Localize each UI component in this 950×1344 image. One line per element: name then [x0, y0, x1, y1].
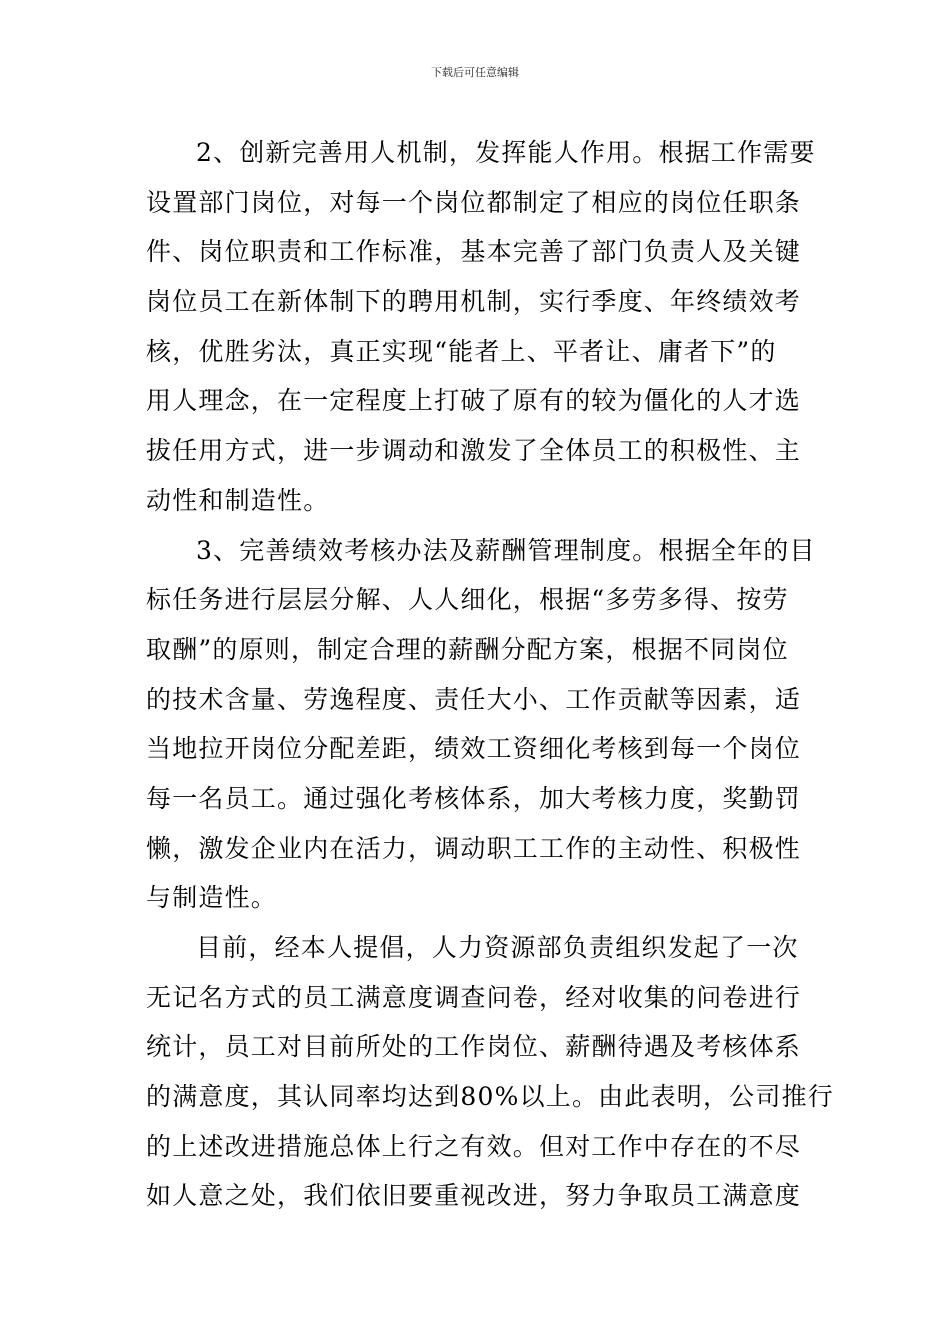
text-line: 目前，经本人提倡，人力资源部负责组织发起了一次 [196, 933, 799, 962]
document-body [146, 128, 834, 1221]
text-line: 每一名员工。通过强化考核体系，加大考核力度，奖勤罚 [146, 783, 802, 813]
text-line: 动性和制造性。 [146, 485, 330, 515]
text-line: 拔任用方式，进一步调动和激发了全体员工的积极性、主 [146, 436, 802, 466]
text-line: 的上述改进措施总体上行之有效。但对工作中存在的不尽 [146, 1131, 802, 1161]
text-line: 3、完善绩效考核办法及薪酬管理制度。根据全年的目 [196, 535, 816, 565]
text-line: 用人理念，在一定程度上打破了原有的较为僵化的人才选 [146, 386, 802, 416]
text-line: 的满意度，其认同率均达到80%以上。由此表明，公司推行 [146, 1082, 834, 1112]
text-line: 无记名方式的员工满意度调查问卷，经对收集的问卷进行 [146, 982, 802, 1012]
text-line: 设置部门岗位，对每一个岗位都制定了相应的岗位任职条 [146, 187, 802, 217]
paragraph-3 [146, 923, 834, 1221]
text-line: 核，优胜劣汰，真正实现“能者上、平者让、庸者下”的 [146, 336, 777, 366]
text-line: 与制造性。 [146, 883, 278, 913]
page-header: 下载后可任意编辑 [431, 66, 519, 79]
text-line: 的技术含量、劳逸程度、责任大小、工作贡献等因素，适 [146, 684, 802, 714]
paragraph-2 [146, 526, 816, 924]
text-line: 如人意之处，我们依旧要重视改进，努力争取员工满意度 [146, 1181, 802, 1211]
text-line: 当地拉开岗位分配差距，绩效工资细化考核到每一个岗位 [146, 734, 802, 764]
text-line: 岗位员工在新体制下的聘用机制，实行季度、年终绩效考 [146, 287, 802, 317]
text-line: 取酬”的原则，制定合理的薪酬分配方案，根据不同岗位 [146, 634, 789, 664]
text-line: 2、创新完善用人机制，发挥能人作用。根据工作需要 [196, 138, 816, 167]
paragraph-1 [146, 128, 816, 526]
text-line: 统计，员工对目前所处的工作岗位、薪酬待遇及考核体系 [146, 1032, 802, 1062]
text-line: 标任务进行层层分解、人人细化，根据“多劳多得、按劳 [146, 585, 789, 615]
text-line: 件、岗位职责和工作标准，基本完善了部门负责人及关键 [146, 237, 802, 267]
text-line: 懒，激发企业内在活力，调动职工工作的主动性、积极性 [146, 833, 802, 863]
